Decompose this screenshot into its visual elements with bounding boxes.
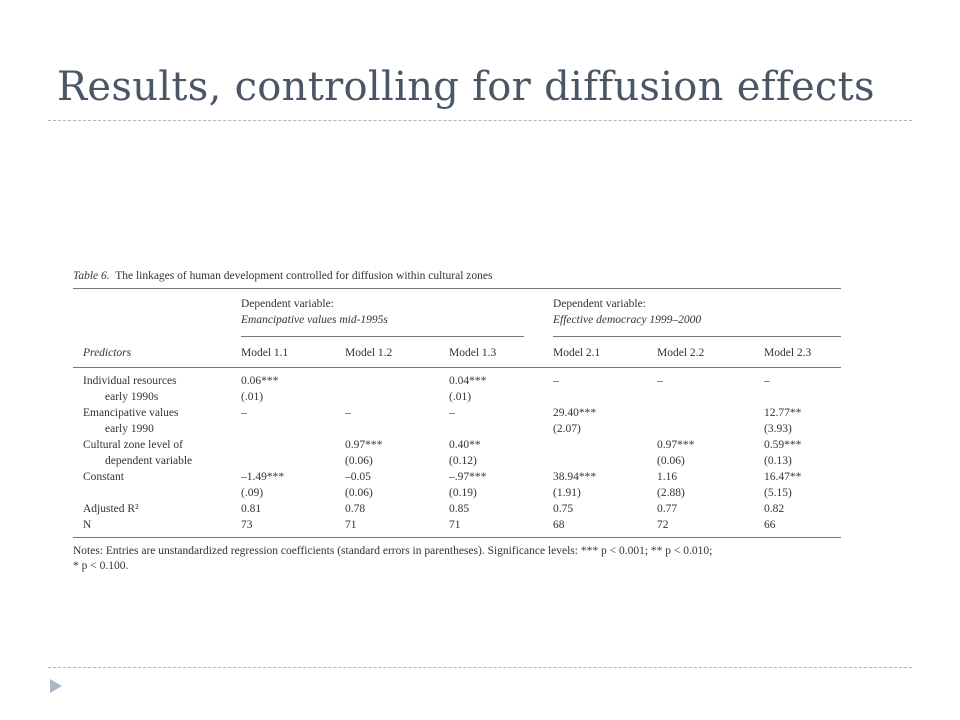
table-row: [73, 405, 841, 437]
model-header: Model 2.1: [553, 347, 601, 359]
triangle-right-icon: [49, 678, 63, 694]
table-caption-label: Table 6.: [73, 270, 110, 282]
coef-cell: 0.04*** (.01): [449, 375, 487, 403]
predictor-label: Individual resources early 1990s: [83, 375, 177, 403]
coef-cell: 66: [764, 519, 776, 531]
coef-cell: 0.59*** (0.13): [764, 439, 802, 467]
coef-cell: –: [657, 375, 663, 387]
model-header: Model 1.1: [241, 347, 289, 359]
coef-cell: 0.77: [657, 503, 678, 515]
table-notes: [73, 544, 841, 574]
group2-line2: Effective democracy 1999–2000: [553, 314, 702, 326]
coef-cell: 12.77** (3.93): [764, 407, 802, 435]
coef-cell: [657, 405, 764, 437]
slide-title: Results, controlling for diffusion effects: [57, 64, 875, 110]
model-header: Model 2.3: [764, 347, 812, 359]
coef-cell: 72: [657, 519, 669, 531]
coef-cell: 1.16 (2.88): [657, 471, 685, 499]
footer-divider: [48, 667, 912, 668]
table-row: [73, 368, 841, 406]
group-header-democracy: [553, 289, 841, 337]
group2-line1: Dependent variable:: [553, 298, 646, 310]
coef-cell: [241, 437, 345, 469]
coef-cell: 0.97*** (0.06): [345, 439, 383, 467]
table-caption: [73, 270, 841, 282]
notes-line-1: Notes: Entries are unstandardized regression coefficients (standard errors in parentheses). Significance levels: *** p < 0.001; ** p < 0.010;: [73, 545, 713, 557]
table-figure: [73, 270, 841, 574]
coef-cell: 0.82: [764, 503, 785, 515]
coef-cell: –0.05 (0.06): [345, 471, 373, 499]
coef-cell: 0.78: [345, 503, 366, 515]
coef-cell: 0.81: [241, 503, 262, 515]
model-header: Model 1.3: [449, 347, 497, 359]
coef-cell: 0.97*** (0.06): [657, 439, 695, 467]
table-caption-text: The linkages of human development controlled for diffusion within cultural zones: [115, 270, 493, 282]
coef-cell: 73: [241, 519, 253, 531]
coef-cell: 16.47** (5.15): [764, 471, 802, 499]
notes-line-2: * p < 0.100.: [73, 560, 129, 572]
predictor-label: Cultural zone level of dependent variable: [83, 439, 193, 467]
group1-line1: Dependent variable:: [241, 298, 334, 310]
model-header: Model 1.2: [345, 347, 393, 359]
coef-cell: 0.85: [449, 503, 470, 515]
predictor-label: Constant: [83, 471, 124, 483]
coef-cell: 0.75: [553, 503, 574, 515]
group-header-emancipative: [241, 289, 524, 337]
coef-cell: –: [764, 375, 770, 387]
coef-cell: [553, 437, 657, 469]
coef-cell: [345, 368, 449, 406]
coef-cell: 71: [345, 519, 357, 531]
coef-cell: 0.06*** (.01): [241, 375, 279, 403]
group-header-row: [73, 289, 841, 337]
group1-line2: Emancipative values mid-1995s: [241, 314, 388, 326]
predictor-label: Adjusted R²: [83, 503, 139, 515]
regression-table: [73, 288, 841, 538]
model-header: Model 2.2: [657, 347, 705, 359]
predictors-header: Predictors: [83, 346, 132, 359]
coef-cell: 29.40*** (2.07): [553, 407, 597, 435]
predictor-label: Emancipative values early 1990: [83, 407, 179, 435]
table-row: [73, 501, 841, 517]
coef-cell: –: [553, 375, 559, 387]
table-row: [73, 517, 841, 538]
predictor-label: N: [83, 519, 92, 531]
coef-cell: –1.49*** (.09): [241, 471, 285, 499]
coef-cell: 71: [449, 519, 461, 531]
coef-cell: –.97*** (0.19): [449, 471, 487, 499]
table-row: [73, 437, 841, 469]
coef-cell: 0.40** (0.12): [449, 439, 481, 467]
coef-cell: –: [449, 407, 455, 419]
table-row: [73, 469, 841, 501]
coef-cell: –: [241, 407, 247, 419]
coef-cell: 38.94*** (1.91): [553, 471, 597, 499]
coef-cell: 68: [553, 519, 565, 531]
title-divider: [48, 120, 912, 121]
coef-cell: –: [345, 407, 351, 419]
model-header-row: [73, 337, 841, 368]
